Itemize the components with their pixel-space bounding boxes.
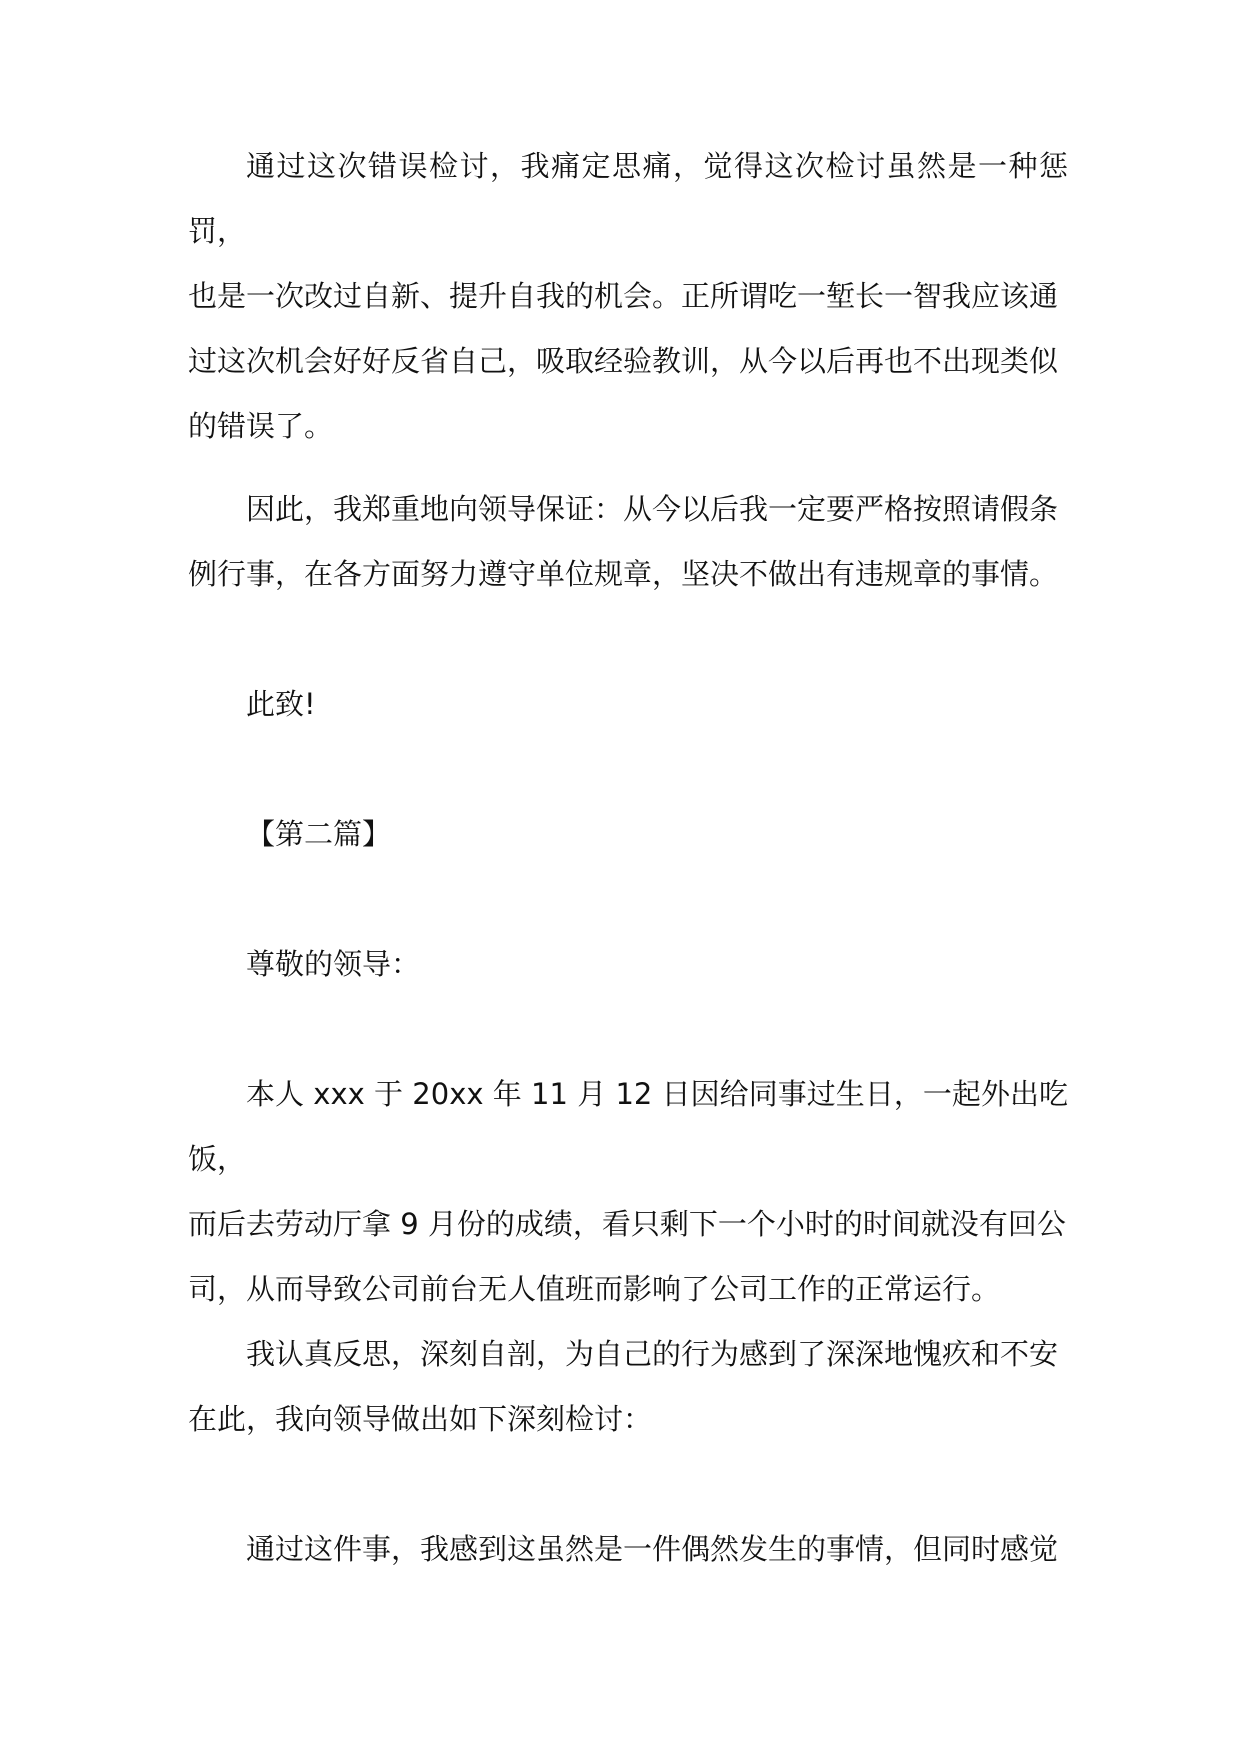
- paragraph-line: 而后去劳动厅拿 9 月份的成绩，看只剩下一个小时的时间就没有回公: [188, 1207, 1066, 1241]
- paragraph-line: 通过这次错误检讨，我痛定思痛，觉得这次检讨虽然是一种惩罚，: [188, 149, 1068, 248]
- paragraph-line: 因此，我郑重地向领导保证：从今以后我一定要严格按照请假条: [246, 492, 1059, 526]
- section-title: 【第二篇】: [246, 817, 392, 851]
- paragraph-line: 司，从而导致公司前台无人值班而影响了公司工作的正常运行。: [188, 1272, 1001, 1306]
- paragraph-reflection: [188, 134, 1068, 459]
- paragraph-line: 例行事，在各方面努力遵守单位规章，坚决不做出有违规章的事情。: [188, 557, 1059, 591]
- salutation: 尊敬的领导：: [246, 947, 421, 981]
- paragraph-line: 通过这件事，我感到这虽然是一件偶然发生的事情，但同时感觉: [246, 1532, 1059, 1566]
- paragraph-line: 本人 xxx 于 20xx 年 11 月 12 日因给同事过生日，一起外出吃饭，: [188, 1077, 1068, 1176]
- paragraph-self-examination: [188, 1322, 1068, 1452]
- paragraph-promise: [188, 477, 1068, 607]
- paragraph-line: 也是一次改过自新、提升自我的机会。正所谓吃一堑长一智我应该通: [188, 279, 1059, 313]
- closing-line: 此致!: [246, 687, 316, 721]
- paragraph-line: 的错误了。: [188, 409, 334, 443]
- paragraph-line: 在此，我向领导做出如下深刻检讨：: [188, 1402, 653, 1436]
- paragraph-incident: [188, 1062, 1068, 1322]
- paragraph-line: 我认真反思，深刻自剖，为自己的行为感到了深深地愧疚和不安: [246, 1337, 1059, 1371]
- paragraph-realization: [188, 1517, 1068, 1582]
- paragraph-line: 过这次机会好好反省自己，吸取经验教训，从今以后再也不出现类似: [188, 344, 1059, 378]
